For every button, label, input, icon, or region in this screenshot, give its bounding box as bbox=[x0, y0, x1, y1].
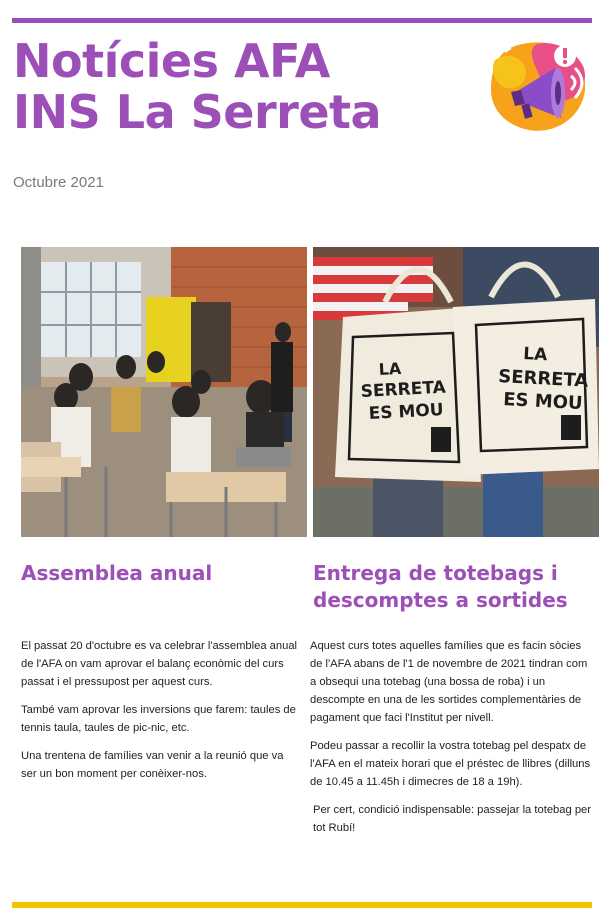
bag-text-line-3: ES MOU bbox=[368, 400, 445, 424]
article-heading-totebags bbox=[313, 560, 593, 614]
paragraph: També vam aprovar les inversions que farem: taules de tennis taula, taules de pic-nic, etc. bbox=[21, 704, 296, 734]
bag2-text-line-3: ES MOU bbox=[502, 389, 584, 415]
heading-line-1: Entrega de totebags i bbox=[313, 561, 558, 585]
heading-line-2: descomptes a sortides bbox=[313, 588, 568, 612]
paragraph: El passat 20 d'octubre es va celebrar l'assemblea anual de l'AFA on vam aprovar el balanç econòmic del curs passat i el pressupost per aquest curs. bbox=[21, 640, 298, 688]
article-body-totebags bbox=[310, 637, 593, 847]
top-rule bbox=[12, 18, 592, 23]
bag2-text-line-1: LA bbox=[522, 344, 548, 366]
totebag-photo bbox=[313, 247, 599, 537]
megaphone-icon bbox=[485, 38, 595, 138]
bag-text-line-1: LA bbox=[378, 358, 402, 379]
article-body-assemblea bbox=[21, 637, 301, 793]
paragraph: Per cert, condició indispensable: passejar la totebag per tot Rubí! bbox=[313, 804, 591, 834]
bag-text-line-2: SERRETA bbox=[360, 377, 447, 402]
title-line-2: INS La Serreta bbox=[13, 85, 382, 139]
issue-date: Octubre 2021 bbox=[13, 174, 104, 191]
paragraph: Podeu passar a recollir la vostra totebag pel despatx de l'AFA en el mateix horari que el préstec de llibres (dilluns de 10.45 a 11.45h i dimecres de 18 a 19h). bbox=[310, 740, 591, 788]
bag2-text-line-2: SERRETA bbox=[497, 366, 589, 392]
title-line-1: Notícies AFA bbox=[13, 34, 330, 88]
paragraph: Aquest curs totes aquelles famílies que es facin sòcies de l'AFA abans de l'1 de novembre de 2021 tindran com a obsequi una totebag (una bossa de roba) i un descompte en una de les sortides complementàries de pagament que faci l'Institut per nivell. bbox=[310, 640, 588, 724]
paragraph: Una trentena de famílies van venir a la reunió que va ser un bon moment per conèixer-nos. bbox=[21, 750, 284, 780]
article-heading-assemblea: Assemblea anual bbox=[21, 561, 213, 585]
newsletter-title bbox=[13, 36, 453, 138]
bottom-rule bbox=[12, 902, 592, 908]
meeting-photo bbox=[21, 247, 307, 537]
